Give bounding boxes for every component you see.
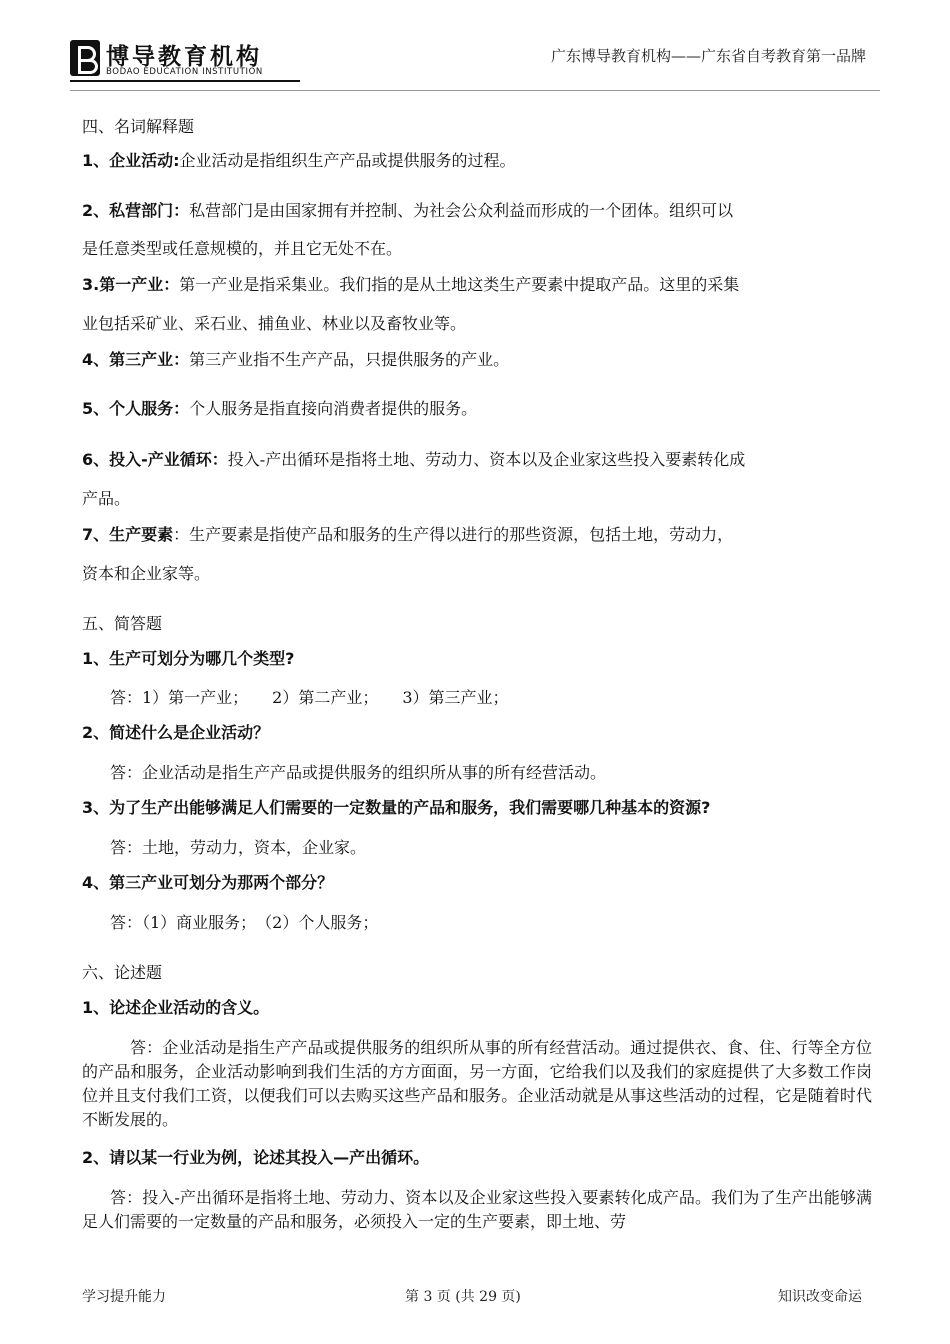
term-item xyxy=(82,150,872,172)
footer-right: 知识改变命运 xyxy=(778,1289,862,1305)
essay-answer: 答：企业活动是指生产产品或提供服务的组织所从事的所有经营活动。通过提供衣、食、住、行等全方位的产品和服务，企业活动影响到我们生活的方方面面，另一方面，它给我们以及我们的家庭提供了大多数工作岗位并且支付我们工资，以便我们可以去购买这些产品和服务。企业活动就是从事这些活动的过程，它是随着时代不断发展的。 xyxy=(82,1038,872,1129)
term-definition: 第三产业指不生产产品，只提供服务的产业。 xyxy=(189,350,510,369)
footer-left: 学习提升能力 xyxy=(82,1289,166,1305)
term-definition-continued: 产品。 xyxy=(82,489,131,508)
page-header xyxy=(0,0,950,90)
term-label: 1、企业活动: xyxy=(82,151,180,170)
essay-question: 1、论述企业活动的含义。 xyxy=(82,998,270,1017)
question: 4、第三产业可划分为那两个部分？ xyxy=(82,873,334,892)
term-item xyxy=(82,274,872,296)
term-item xyxy=(82,200,872,222)
term-definition: 投入-产出循环是指将土地、劳动力、资本以及企业家这些投入要素转化成 xyxy=(227,450,746,469)
answer: 答：土地，劳动力，资本，企业家。 xyxy=(110,838,367,857)
essay-answer: 答：投入-产出循环是指将土地、劳动力、资本以及企业家这些投入要素转化成产品。我们为了生产出能够满足人们需要的一定数量的产品和服务，必须投入一定的生产要素，即土地、劳 xyxy=(82,1188,872,1231)
section-title-5: 五、简答题 xyxy=(82,614,163,633)
logo-chinese-name: 博导教育机构 xyxy=(106,44,262,70)
page-number: 第 3 页 (共 29 页) xyxy=(405,1289,521,1305)
term-definition: 第一产业是指采集业。我们指的是从土地这类生产要素中提取产品。这里的采集 xyxy=(179,275,740,294)
term-item xyxy=(82,349,872,371)
header-tagline: 广东博导教育机构——广东省自考教育第一品牌 xyxy=(550,47,866,65)
header-divider xyxy=(70,90,880,91)
term-definition-continued: 是任意类型或任意规模的，并且它无处不在。 xyxy=(82,239,403,258)
term-definition: ：生产要素是指使产品和服务的生产得以进行的那些资源，包括土地，劳动力， xyxy=(173,525,734,544)
logo-b-icon xyxy=(70,40,100,76)
term-label: 4、第三产业： xyxy=(82,350,190,369)
term-label: 2、私营部门： xyxy=(82,201,190,220)
term-definition: 企业活动是指组织生产产品或提供服务的过程。 xyxy=(179,151,516,170)
term-item xyxy=(82,398,872,420)
term-label: 3.第一产业： xyxy=(82,275,180,294)
logo-underline xyxy=(70,80,300,82)
term-definition-continued: 业包括采矿业、采石业、捕鱼业、林业以及畜牧业等。 xyxy=(82,314,467,333)
logo xyxy=(70,40,300,80)
term-label: 6、投入-产业循环： xyxy=(82,450,228,469)
term-label: 7、生产要素 xyxy=(82,525,174,544)
question: 1、生产可划分为哪几个类型? xyxy=(82,649,295,668)
question: 2、简述什么是企业活动？ xyxy=(82,723,270,742)
term-definition: 个人服务是指直接向消费者提供的服务。 xyxy=(189,399,478,418)
section-title-6: 六、论述题 xyxy=(82,963,163,982)
term-item xyxy=(82,524,872,546)
term-definition-continued: 资本和企业家等。 xyxy=(82,564,211,583)
answer: 答：（1）商业服务； （2）个人服务； xyxy=(110,913,379,932)
logo-english-name: BODAO EDUCATION INSTITUTION xyxy=(106,67,263,77)
term-item xyxy=(82,449,872,471)
answer: 答：1）第一产业； 2）第二产业； 3）第三产业； xyxy=(110,688,509,707)
section-title-4: 四、名词解释题 xyxy=(82,117,195,136)
answer: 答：企业活动是指生产产品或提供服务的组织所从事的所有经营活动。 xyxy=(110,763,607,782)
term-definition: 私营部门是由国家拥有并控制、为社会公众利益而形成的一个团体。组织可以 xyxy=(189,201,734,220)
question: 3、为了生产出能够满足人们需要的一定数量的产品和服务，我们需要哪几种基本的资源? xyxy=(82,798,711,817)
essay-question: 2、请以某一行业为例，论述其投入—产出循环。 xyxy=(82,1148,430,1167)
term-label: 5、个人服务： xyxy=(82,399,190,418)
